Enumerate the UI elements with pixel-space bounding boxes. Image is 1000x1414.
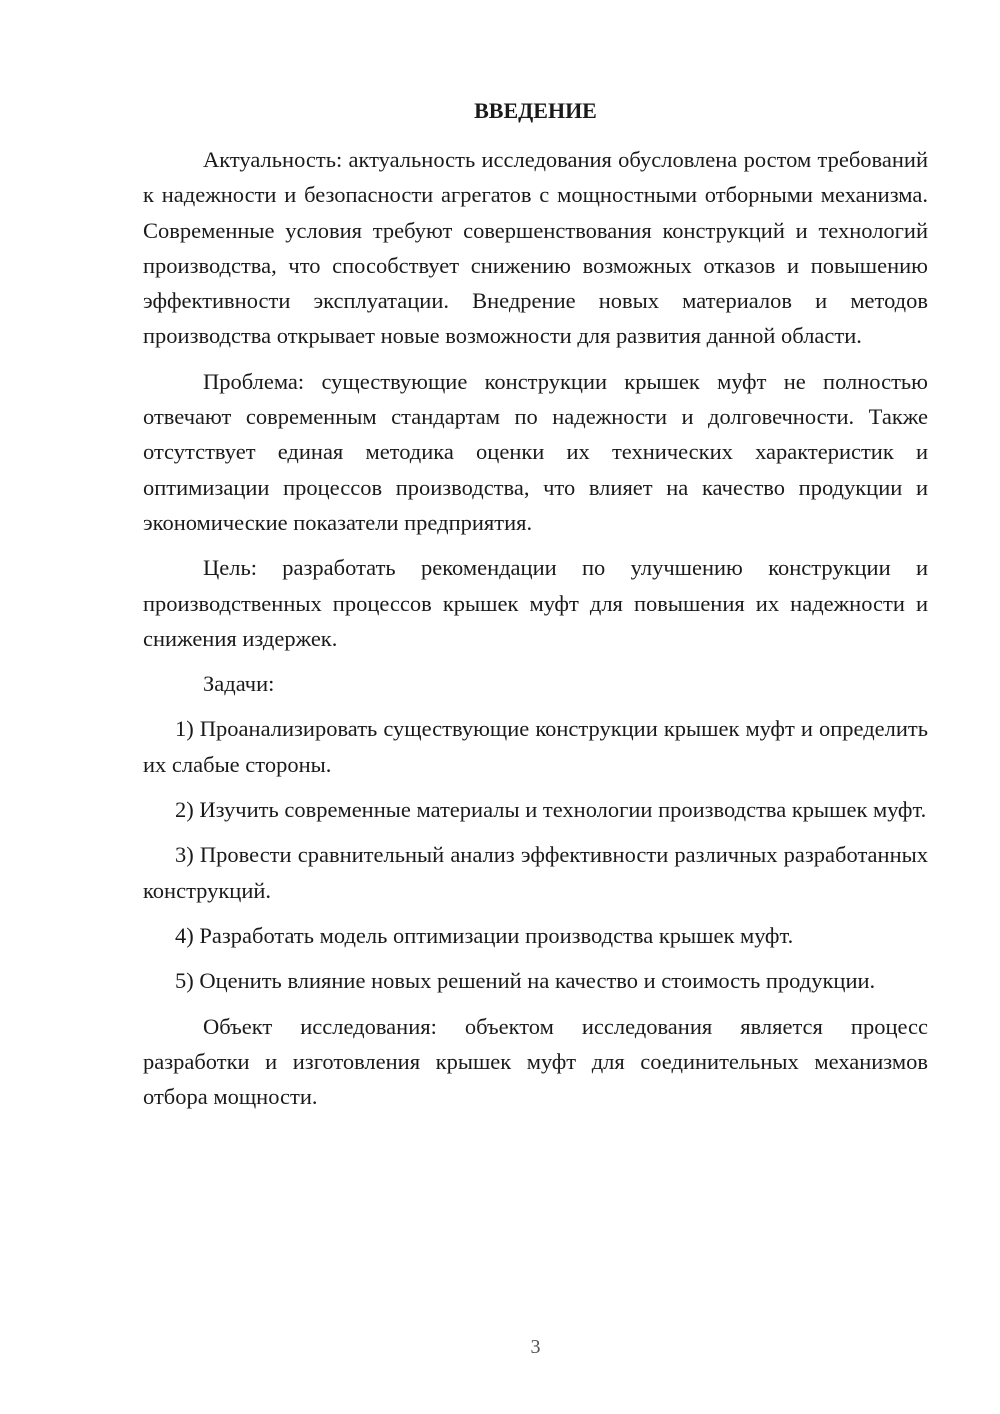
- paragraph-goal: Цель: разработать рекомендации по улучшению конструкции и производственных процессов крышек муфт для повышения их надежности и снижения издержек.: [143, 555, 928, 651]
- task-item-1: 1) Проанализировать существующие конструкции крышек муфт и определить их слабые стороны.: [143, 716, 928, 777]
- section-heading: ВВЕДЕНИЕ: [474, 98, 597, 123]
- task-item-3: 3) Провести сравнительный анализ эффективности различных разработанных конструкций.: [143, 842, 928, 903]
- task-item-2: 2) Изучить современные материалы и технологии производства крышек муфт.: [175, 797, 927, 823]
- document-page: [143, 0, 928, 1414]
- document-body: [143, 142, 928, 1124]
- task-item-5: 5) Оценить влияние новых решений на качество и стоимость продукции.: [175, 968, 876, 994]
- page-number: 3: [530, 1336, 541, 1358]
- paragraph-problem: Проблема: существующие конструкции крышек муфт не полностью отвечают современным стандартам по надежности и долговечности. Также отсутствует единая методика оценки их технических характеристик и оптимизации процессов производства, что влияет на качество продукции и экономические показатели предприятия.: [143, 368, 928, 535]
- paragraph-relevance: Актуальность: актуальность исследования обусловлена ростом требований к надежности и безопасности агрегатов с мощностными отборными механизма. Современные условия требуют совершенствования конструкций и технологий производства, что способствует снижению возможных отказов и повышению эффективности эксплуатации. Внедрение новых материалов и методов производства открывает новые возможности для развития данной области.: [143, 147, 928, 349]
- paragraph-tasks-label: Задачи:: [203, 671, 275, 697]
- paragraph-research-object: Объект исследования: объектом исследования является процесс разработки и изготовления крышек муфт для соединительных механизмов отбора мощности.: [143, 1013, 928, 1110]
- task-item-4: 4) Разработать модель оптимизации производства крышек муфт.: [175, 922, 794, 948]
